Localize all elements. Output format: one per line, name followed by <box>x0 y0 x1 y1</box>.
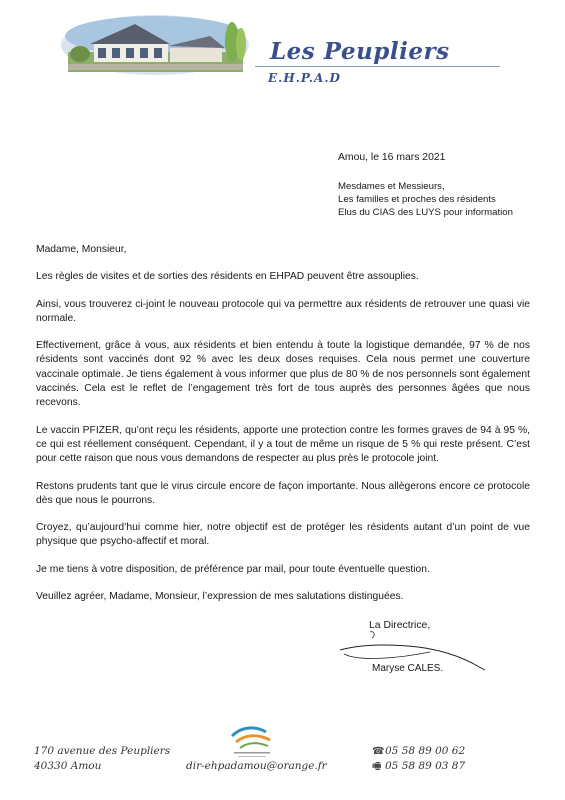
ehpad-building-logo <box>60 14 250 76</box>
brand-subtitle: E.H.P.A.D <box>268 71 341 85</box>
brand-name: Les Peupliers <box>270 38 450 65</box>
signature-name: Maryse CALES. <box>372 663 444 674</box>
footer-email: dir-ehpadamou@orange.fr <box>186 760 327 772</box>
brand-divider <box>255 66 500 67</box>
recipients-block <box>338 180 513 219</box>
recipient-line: Elus du CIAS des LUYS pour information <box>338 207 513 218</box>
paragraph: Croyez, qu’aujourd’hui comme hier, notre objectif est de protéger les résidents autant d’un point de vue physique que psycho-affectif et moral. <box>36 522 530 548</box>
address-line: 40330 Amou <box>34 760 102 772</box>
letter-body <box>36 243 530 617</box>
fax-line <box>372 759 465 774</box>
salutation: Madame, Monsieur, <box>36 244 127 255</box>
footer-address <box>34 744 170 774</box>
paragraph: Effectivement, grâce à vous, aux résidents et bien entendu à toute la logistique demandée, 97 % de nos résidents sont vaccinés dont 92 % avec les deux doses requises. Cela nous permet une couverture vaccinale optimale. Je tiens également à vous informer que plus de 80 % de nos personnels sont également vaccinés. Cela est le reflet de l’engagement très fort de tous auprès des personnes âgées que nous recevons. <box>36 340 530 409</box>
letter-date: Amou, le 16 mars 2021 <box>338 152 446 163</box>
recipient-line: Les familles et proches des résidents <box>338 194 496 205</box>
recipient-line: Mesdames et Messieurs, <box>338 181 445 192</box>
paragraph: Ainsi, vous trouverez ci-joint le nouveau protocole qui va permettre aux résidents de retrouver une quasi vie normale. <box>36 298 530 324</box>
signature-title: La Directrice, <box>369 620 431 631</box>
paragraph: Les règles de visites et de sorties des résidents en EHPAD peuvent être assouplies. <box>36 271 419 283</box>
phone-number: 05 58 89 00 62 <box>385 745 466 757</box>
paragraph: Veuillez agréer, Madame, Monsieur, l’expression de mes salutations distinguées. <box>36 591 404 603</box>
paragraph: Le vaccin PFIZER, qu’ont reçu les résidents, apporte une protection contre les formes graves de 94 à 95 %, ce qui est réellement conséquent. Cependant, il y a tout de même un risque de 5 % qui reste présent. C’est pour cette raison que nous vous demandons de respecter au plus près le protocole joint. <box>36 424 530 465</box>
footer-phones <box>372 744 465 774</box>
fax-icon: 🖷 <box>372 761 382 772</box>
paragraph: Je me tiens à votre disposition, de préférence par mail, pour toute éventuelle question. <box>36 563 430 575</box>
cias-logo <box>226 722 278 760</box>
address-line: 170 avenue des Peupliers <box>34 745 171 757</box>
fax-number: 05 58 89 03 87 <box>385 760 466 772</box>
paragraph: Restons prudents tant que le virus circule encore de façon importante. Nous allègerons encore ce protocole dès que nous le pourrons. <box>36 480 530 506</box>
telephone-icon: ☎ <box>372 746 385 757</box>
phone-line <box>372 744 465 759</box>
